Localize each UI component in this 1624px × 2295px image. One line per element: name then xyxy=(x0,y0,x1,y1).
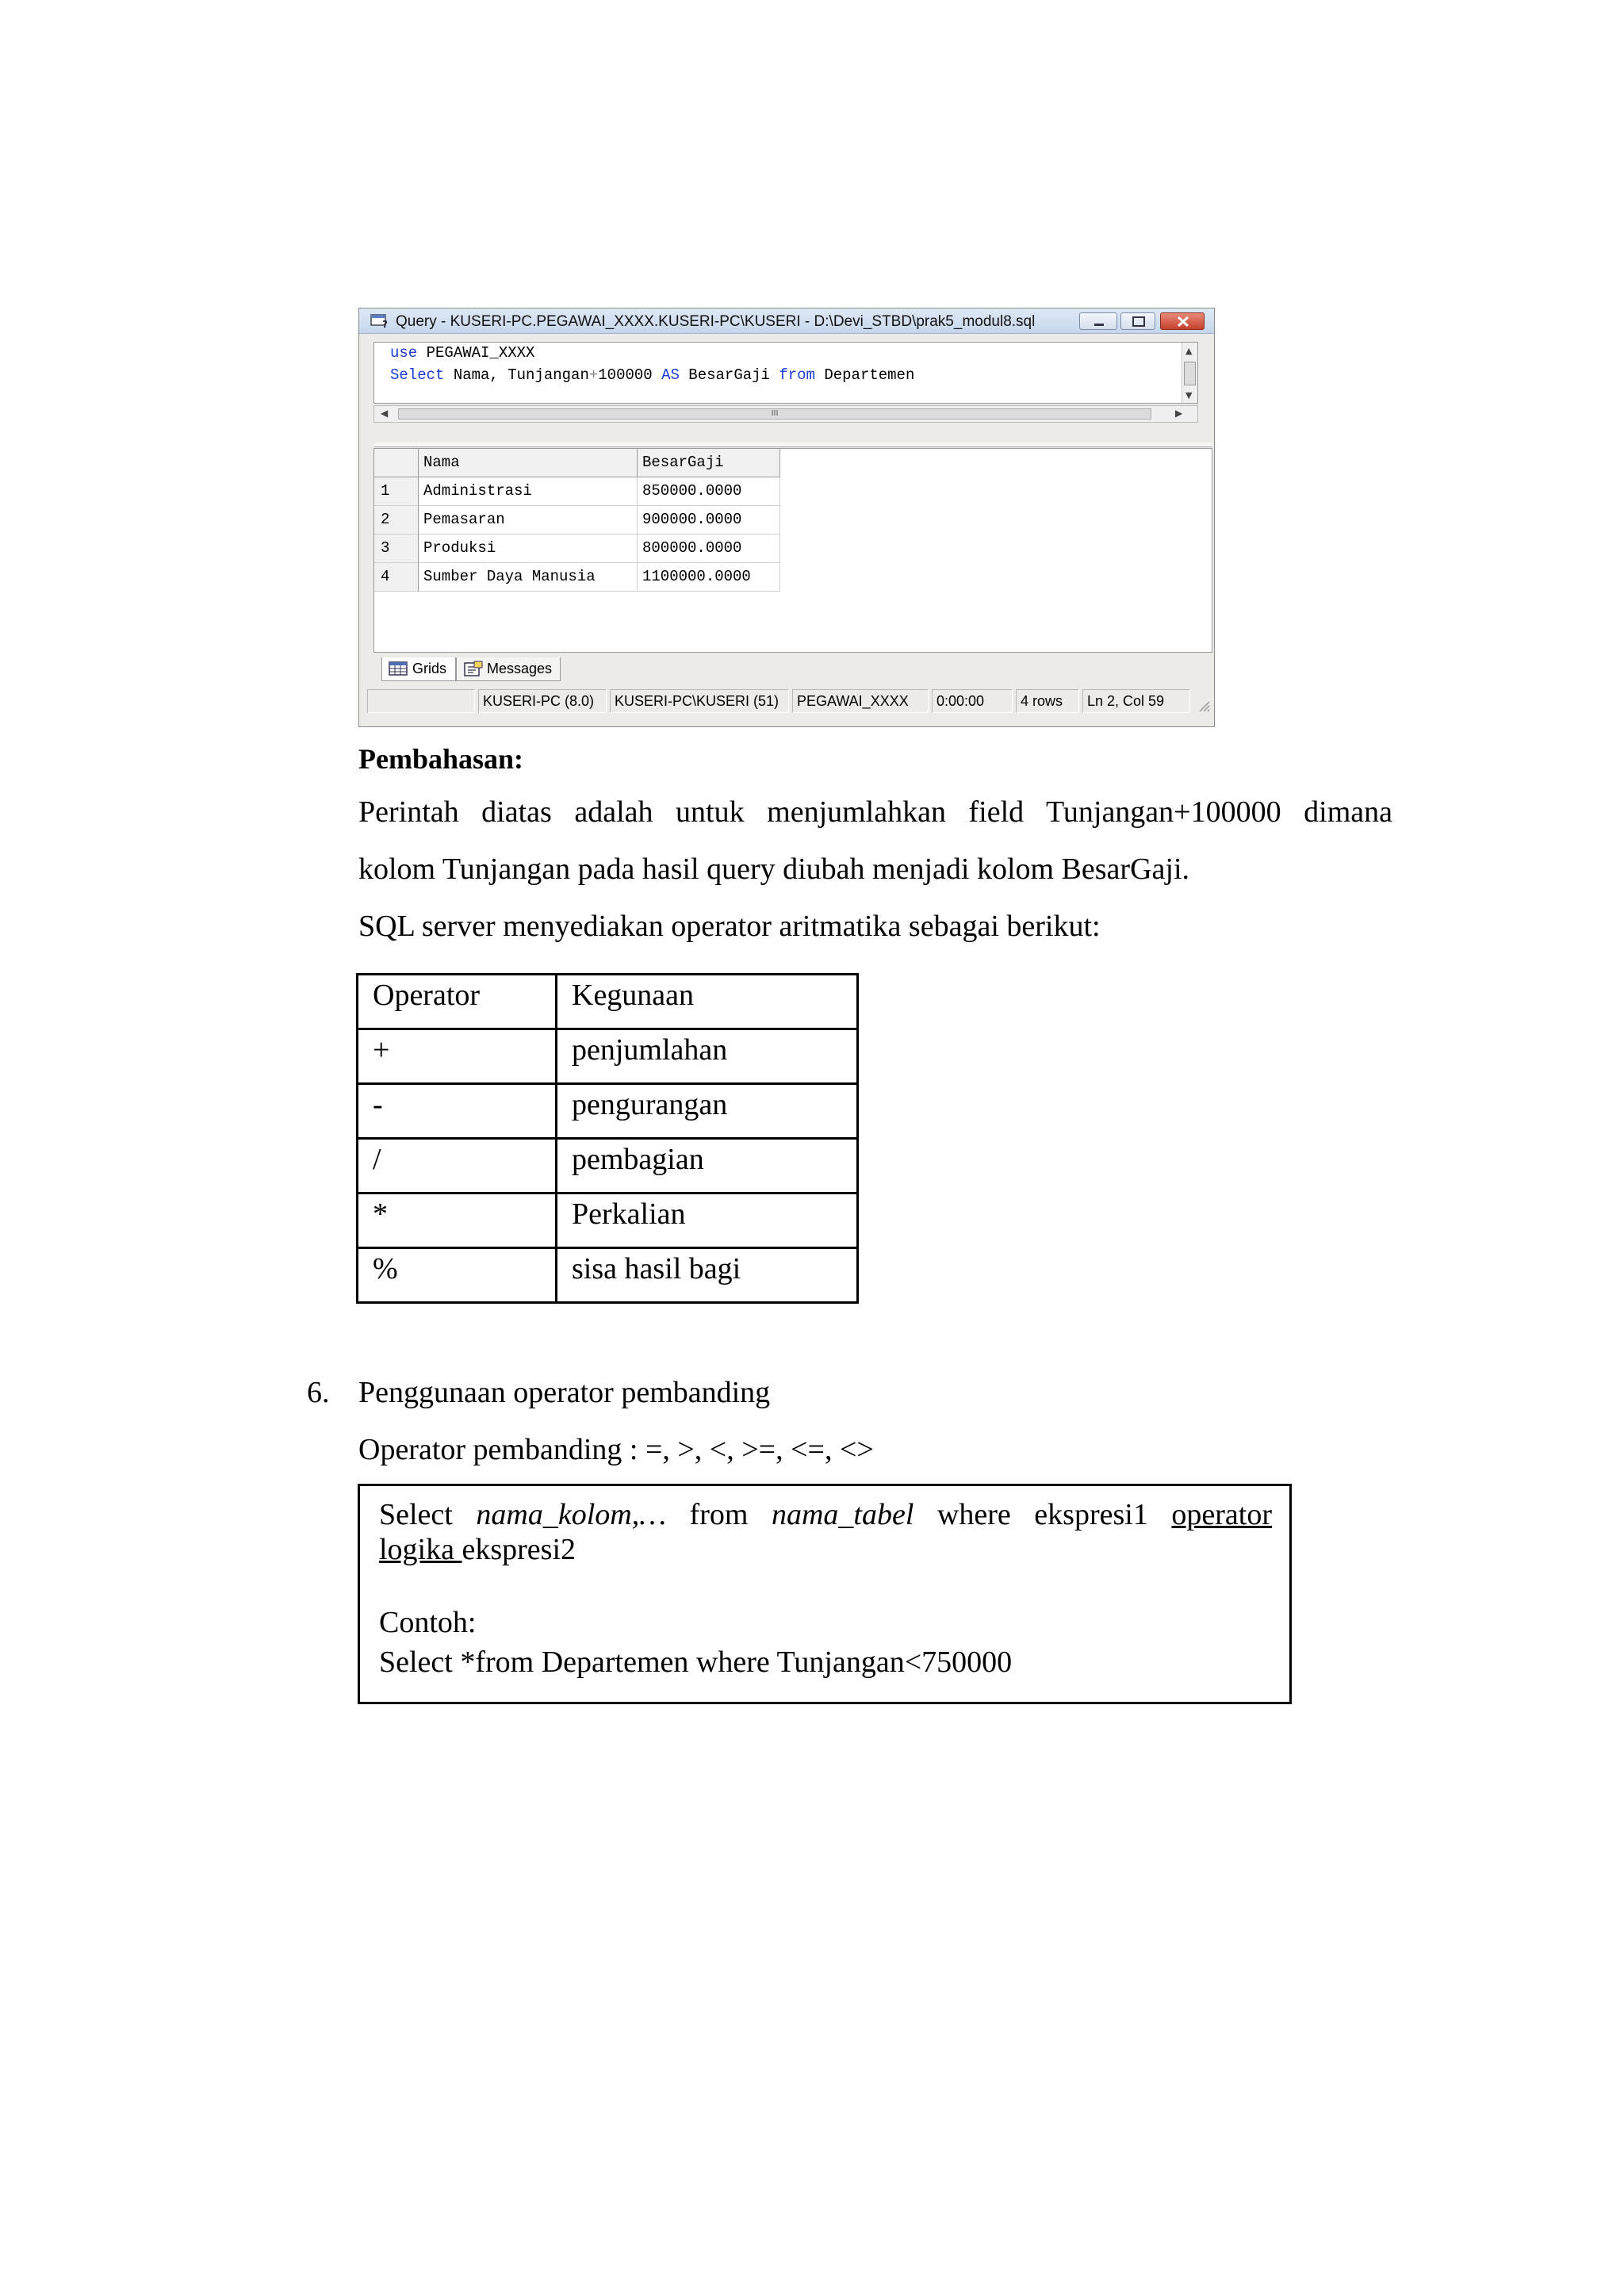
grid-cell[interactable]: Sumber Daya Manusia xyxy=(419,563,638,592)
code-text: Departemen xyxy=(814,366,915,384)
result-tabs xyxy=(373,654,1212,684)
code-text: BesarGaji xyxy=(679,366,779,384)
scroll-up-icon[interactable]: ▲ xyxy=(1185,346,1193,356)
maximize-icon xyxy=(1121,313,1156,331)
operator-table xyxy=(356,973,859,1304)
editor-horizontal-scrollbar[interactable] xyxy=(373,405,1198,423)
scroll-thumb[interactable]: III xyxy=(398,408,1151,420)
close-button[interactable] xyxy=(1160,312,1205,330)
resize-grip-icon[interactable] xyxy=(1195,697,1211,713)
syntax-text: Select xyxy=(379,1498,477,1531)
results-grid[interactable] xyxy=(373,448,1212,653)
operator-cell: + xyxy=(358,1029,557,1084)
scroll-thumb[interactable] xyxy=(1184,362,1196,385)
table-header-cell: Kegunaan xyxy=(557,975,858,1029)
table-row xyxy=(358,1248,858,1303)
table-row xyxy=(358,1193,858,1248)
table-row xyxy=(358,1029,858,1084)
syntax-param: nama_kolom,… xyxy=(476,1498,666,1531)
syntax-text: from xyxy=(666,1498,772,1531)
grid-corner xyxy=(374,449,419,477)
grid-cell[interactable]: 900000.0000 xyxy=(638,506,780,534)
sql-editor[interactable] xyxy=(373,342,1198,404)
status-bar xyxy=(367,689,1212,715)
keyword: use xyxy=(390,344,418,362)
usage-cell: penjumlahan xyxy=(557,1029,858,1084)
scroll-left-icon[interactable]: ◀ xyxy=(381,408,389,419)
syntax-line-2 xyxy=(379,1532,576,1567)
table-row xyxy=(358,1084,858,1139)
grid-cell[interactable]: Produksi xyxy=(419,534,638,563)
operator-cell: * xyxy=(358,1193,557,1248)
list-number: 6. xyxy=(307,1376,330,1409)
status-database: PEGAWAI_XXXX xyxy=(792,689,929,713)
usage-cell: pengurangan xyxy=(557,1084,858,1139)
grid-cell[interactable]: Administrasi xyxy=(419,477,638,506)
tab-messages[interactable] xyxy=(456,657,561,681)
close-icon xyxy=(1161,313,1205,331)
status-position: Ln 2, Col 59 xyxy=(1082,689,1190,713)
syntax-underlined: logika xyxy=(379,1533,462,1566)
grid-cell[interactable]: 850000.0000 xyxy=(638,477,780,506)
row-number: 4 xyxy=(374,563,419,592)
row-number: 3 xyxy=(374,534,419,563)
row-number: 1 xyxy=(374,477,419,506)
table-header-row xyxy=(358,975,858,1029)
syntax-underlined: operator xyxy=(1171,1498,1272,1531)
syntax-param: nama_tabel xyxy=(771,1498,914,1531)
keyword: from xyxy=(779,366,815,384)
grid-cell[interactable]: 800000.0000 xyxy=(638,534,780,563)
status-time: 0:00:00 xyxy=(932,689,1013,713)
operator-text: + xyxy=(588,366,599,384)
scroll-down-icon[interactable]: ▼ xyxy=(1185,390,1193,400)
editor-line-2 xyxy=(390,366,914,384)
keyword: AS xyxy=(661,366,680,384)
syntax-box xyxy=(358,1484,1292,1704)
editor-line-1 xyxy=(390,344,534,362)
code-text: Nama, Tunjangan xyxy=(444,366,589,384)
status-empty xyxy=(367,689,475,713)
list-item-title: Penggunaan operator pembanding xyxy=(358,1376,771,1409)
syntax-text: where ekspresi1 xyxy=(914,1498,1172,1531)
usage-cell: sisa hasil bagi xyxy=(557,1248,858,1303)
tab-grids[interactable] xyxy=(381,657,456,681)
column-header[interactable]: Nama xyxy=(419,449,638,477)
paragraph-line: Perintah diatas adalah untuk menjumlahkan field Tunjangan+100000 dimana xyxy=(358,795,1392,829)
row-number: 2 xyxy=(374,506,419,534)
scroll-right-icon[interactable]: ▶ xyxy=(1175,408,1183,419)
code-text: 100000 xyxy=(598,366,662,384)
paragraph-line: kolom Tunjangan pada hasil query diubah menjadi kolom BesarGaji. xyxy=(358,852,1190,886)
syntax-text: ekspresi2 xyxy=(462,1533,576,1566)
editor-vertical-scrollbar[interactable] xyxy=(1182,343,1197,403)
keyword: Select xyxy=(390,366,445,384)
paragraph-line: SQL server menyediakan operator aritmatika sebagai berikut: xyxy=(358,910,1101,943)
usage-cell: pembagian xyxy=(557,1139,858,1193)
grid-splitter[interactable] xyxy=(374,443,1212,447)
example-query: Select *from Departemen where Tunjangan<750000 xyxy=(379,1646,1013,1679)
table-header-cell: Operator xyxy=(358,975,557,1029)
status-user: KUSERI-PC\KUSERI (51) xyxy=(610,689,789,713)
maximize-button[interactable] xyxy=(1120,312,1155,330)
query-window-icon xyxy=(370,314,389,328)
minimize-icon xyxy=(1080,313,1118,331)
column-header[interactable]: BesarGaji xyxy=(638,449,780,477)
window-title-bar xyxy=(359,308,1214,334)
operator-cell: % xyxy=(358,1248,557,1303)
status-server: KUSERI-PC (8.0) xyxy=(478,689,607,713)
window-title: Query - KUSERI-PC.PEGAWAI_XXXX.KUSERI-PC\KUSERI - D:\Devi_STBD\prak5_modul8.sql xyxy=(396,313,1036,330)
query-analyzer-window xyxy=(358,308,1215,727)
grid-icon xyxy=(389,661,408,676)
grid-cell[interactable]: Pemasaran xyxy=(419,506,638,534)
example-label: Contoh: xyxy=(379,1606,477,1639)
comparison-operators-line: Operator pembanding : =, >, <, >=, <=, <> xyxy=(358,1433,874,1466)
code-text: PEGAWAI_XXXX xyxy=(417,344,535,362)
messages-icon xyxy=(463,661,484,678)
section-heading: Pembahasan: xyxy=(358,743,524,775)
tab-label: Grids xyxy=(412,661,447,676)
syntax-line-1 xyxy=(379,1497,1272,1532)
grid-cell[interactable]: 1100000.0000 xyxy=(638,563,780,592)
operator-cell: / xyxy=(358,1139,557,1193)
table-row xyxy=(358,1139,858,1193)
tab-label: Messages xyxy=(487,661,553,676)
usage-cell: Perkalian xyxy=(557,1193,858,1248)
svg-text:?: ? xyxy=(382,319,388,328)
operator-cell: - xyxy=(358,1084,557,1139)
status-rows: 4 rows xyxy=(1016,689,1079,713)
minimize-button[interactable] xyxy=(1079,312,1117,330)
